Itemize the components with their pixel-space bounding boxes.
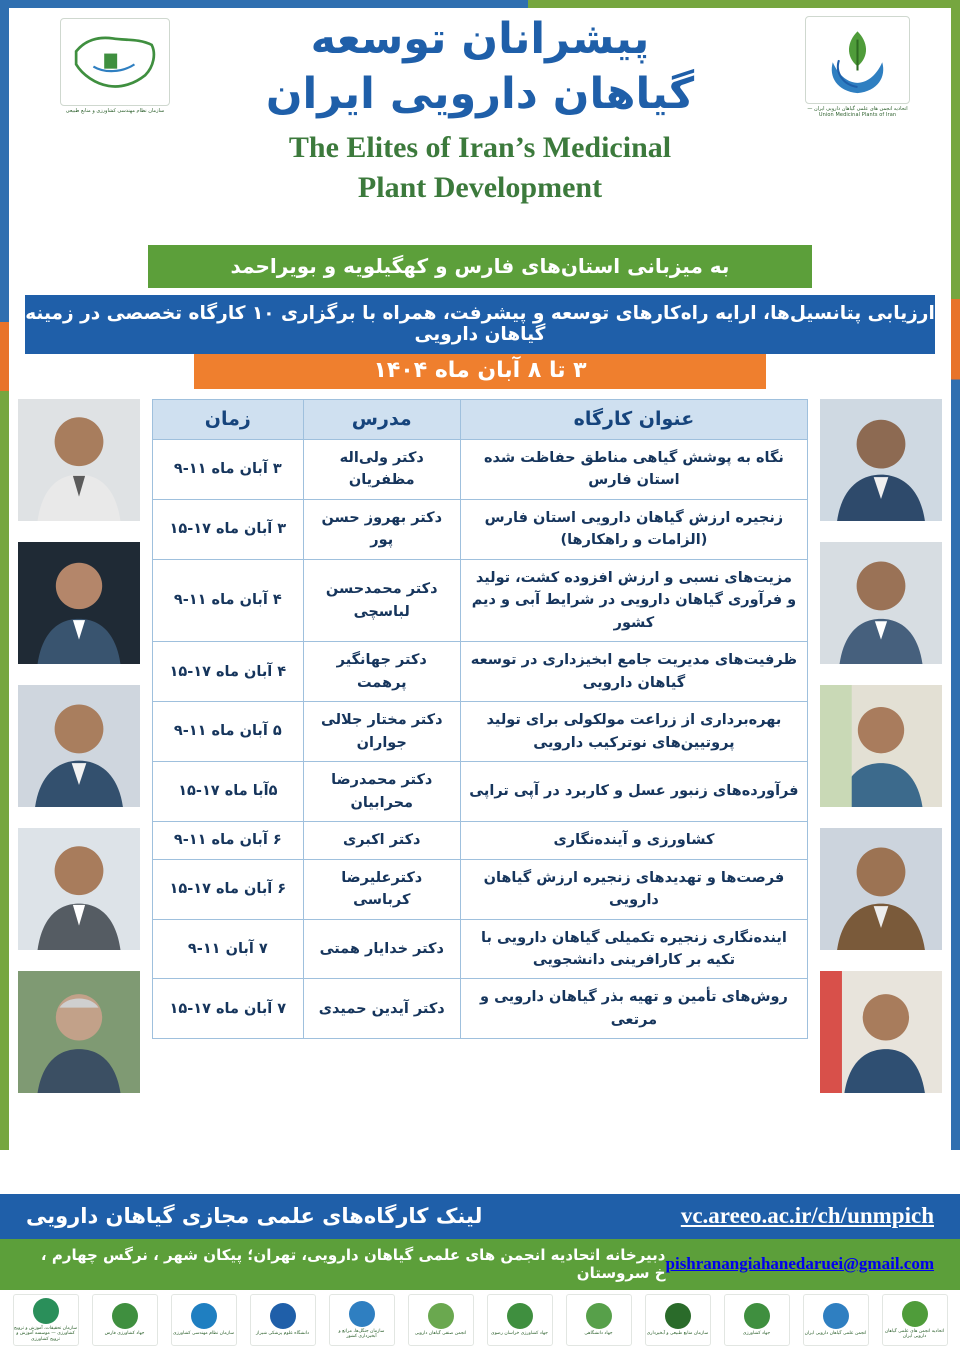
sponsor-logo <box>329 1294 395 1346</box>
page-title-fa-line1: پیشرانان توسعه <box>310 14 650 64</box>
page-title-fa-line2: گیاهان دارویی ایران <box>265 69 695 120</box>
wheat-icon <box>112 1303 138 1329</box>
sponsor-caption: جهاد کشاورزی <box>742 1331 771 1337</box>
workshops-table-container <box>152 399 808 1039</box>
th-title: عنوان کارگاه <box>460 400 807 440</box>
speaker-photos-right <box>820 399 942 1114</box>
table-row <box>153 702 808 762</box>
cell-time: ۷ آبان ماه ۱۷-۱۵ <box>153 979 304 1039</box>
cell-teacher: دکتر محمدرضا محرابیان <box>303 762 460 822</box>
sponsor-logo <box>882 1294 948 1346</box>
cell-time: ۶ آبان ماه ۱۷-۱۵ <box>153 859 304 919</box>
speaker-photo-1 <box>820 399 942 521</box>
sponsor-caption: اتحادیه انجمن های علمی گیاهان دارویی ایران <box>884 1328 945 1339</box>
speaker-photo-10 <box>18 971 140 1093</box>
tree-icon <box>665 1303 691 1329</box>
sponsor-caption: انجمن صنفی گیاهان دارویی <box>414 1331 467 1337</box>
cell-teacher: دکتر محمدحسن لباسچی <box>303 559 460 641</box>
cell-title: بهره‌برداری از زراعت مولکولی برای تولید پروتیین‌های نوترکیب دارویی <box>460 702 807 762</box>
table-row <box>153 559 808 641</box>
speaker-photo-9 <box>18 828 140 950</box>
sponsor-logo <box>92 1294 158 1346</box>
speaker-photo-6 <box>18 399 140 521</box>
table-row <box>153 642 808 702</box>
cell-teacher: دکترعلیرضا کرباسی <box>303 859 460 919</box>
sponsor-caption: سازمان منابع طبیعی و آبخیزداری <box>646 1331 709 1337</box>
cell-teacher: دکتر ولی‌اله مظفریان <box>303 440 460 500</box>
speaker-photo-8 <box>18 685 140 807</box>
sponsor-logo <box>803 1294 869 1346</box>
sponsor-caption: دانشگاه علوم پزشکی شیراز <box>255 1331 310 1337</box>
university-icon <box>270 1303 296 1329</box>
sponsor-logo <box>566 1294 632 1346</box>
cell-time: ۳ آبان ماه ۱۱-۹ <box>153 440 304 500</box>
cell-time: ۳ آبان ماه ۱۷-۱۵ <box>153 499 304 559</box>
cell-title: زنجیره ارزش گیاهان دارویی استان فارس (الزامات و راهکارها) <box>460 499 807 559</box>
sponsor-logo <box>13 1294 79 1346</box>
poster-body <box>0 399 960 1194</box>
speaker-photo-7 <box>18 542 140 664</box>
cell-title: روش‌های تأمین و تهیه بذر گیاهان دارویی و مرتعی <box>460 979 807 1039</box>
cell-title: نگاه به پوشش گیاهی مناطق حفاظت شده استان فارس <box>460 440 807 500</box>
cell-time: ۷ آبان ۱۱-۹ <box>153 919 304 979</box>
leaf-icon <box>428 1303 454 1329</box>
leaf-icon <box>823 1303 849 1329</box>
mountain-icon <box>349 1301 375 1327</box>
sponsor-caption: سازمان جنگل‌ها، مراتع و آبخیزداری کشور <box>338 1328 385 1339</box>
th-time: زمان <box>153 400 304 440</box>
wheat-icon <box>744 1303 770 1329</box>
cell-teacher: دکتر جهانگیر پرهمت <box>303 642 460 702</box>
contact-email[interactable]: pishranangiahanedaruei@gmail.com <box>665 1254 934 1273</box>
union-logo-mark <box>805 16 910 104</box>
cell-teacher: دکتر مختار جلالی جواران <box>303 702 460 762</box>
speaker-photos-left <box>18 399 140 1114</box>
sponsor-caption: سازمان نظام مهندسی کشاورزی <box>172 1331 235 1337</box>
sponsor-caption: سازمان تحقیقات، آموزش و ترویج کشاورزی — موسسه آموزش و ترویج کشاورزی <box>13 1325 78 1342</box>
poster-header <box>0 0 960 235</box>
leaf-icon <box>586 1303 612 1329</box>
table-row <box>153 762 808 822</box>
leaf-hands-icon <box>806 19 909 101</box>
table-header-row <box>153 400 808 440</box>
table-row <box>153 822 808 859</box>
page-title-en-line1: The Elites of Iran’s Medicinal <box>288 131 672 165</box>
cell-title: فرآورده‌های زنبور عسل و کاربرد در آپی تراپی <box>460 762 807 822</box>
cell-time: ۴ آبان ماه ۱۱-۹ <box>153 559 304 641</box>
cell-time: ۵ آبان ماه ۱۱-۹ <box>153 702 304 762</box>
th-teacher: مدرس <box>303 400 460 440</box>
engineering-org-logo-mark <box>60 18 170 106</box>
workshops-table <box>152 399 808 1039</box>
speaker-photo-3 <box>820 685 942 807</box>
iran-map-icon <box>61 19 169 105</box>
cell-title: ظرفیت‌های مدیریت جامع ابخیزداری در توسعه گیاهان دارویی <box>460 642 807 702</box>
engineering-org-logo <box>60 18 170 128</box>
sponsor-logo <box>487 1294 553 1346</box>
speaker-photo-5 <box>820 971 942 1093</box>
cell-title: مزیت‌های نسبی و ارزش افزوده کشت، تولید و فرآوری گیاهان دارویی در شرایط آبی و دیم کشور <box>460 559 807 641</box>
table-row <box>153 440 808 500</box>
sponsor-caption: جهاد کشاورزی خراسان رضوی <box>491 1331 548 1337</box>
date-band: ۳ تا ۸ آبان ماه ۱۴۰۴ <box>194 354 766 389</box>
sponsor-logos <box>0 1290 960 1350</box>
gear-icon <box>191 1303 217 1329</box>
table-row <box>153 979 808 1039</box>
footer-contact-band <box>0 1239 960 1290</box>
leaf-icon <box>902 1301 928 1327</box>
sponsor-logo <box>724 1294 790 1346</box>
cell-title: فرصت‌ها و تهدیدهای زنجیره ارزش گیاهان دارویی <box>460 859 807 919</box>
cell-teacher: دکتر خدایار همتی <box>303 919 460 979</box>
union-logo-caption: اتحادیه انجمن های علمی گیاهان دارویی ایران — Union Medicinal Plants of Iran <box>807 106 908 119</box>
sponsor-caption: جهاد کشاورزی فارس <box>104 1331 145 1337</box>
cell-teacher: دکتر آیدین حمیدی <box>303 979 460 1039</box>
institute-icon <box>33 1298 59 1324</box>
cell-time: ۴ آبان ماه ۱۷-۱۵ <box>153 642 304 702</box>
table-row <box>153 499 808 559</box>
wheat-icon <box>507 1303 533 1329</box>
cell-teacher: دکتر بهروز حسن پور <box>303 499 460 559</box>
subtitle-band: ارزیابی پتانسیل‌ها، ارایه راه‌کارهای توسعه و پیشرفت، همراه با برگزاری ۱۰ کارگاه تخصصی در زمینه گیاهان دارویی <box>25 295 935 354</box>
cell-title: کشاورزی و آینده‌نگاری <box>460 822 807 859</box>
virtual-workshop-link[interactable]: vc.areeo.ac.ir/ch/unmpich <box>680 1203 934 1228</box>
speaker-photo-2 <box>820 542 942 664</box>
host-band: به میزبانی استان‌های فارس و کهگیلویه و بویراحمد <box>148 245 812 288</box>
table-row <box>153 919 808 979</box>
page-title-en-line2: Plant Development <box>357 170 603 204</box>
sponsor-logo <box>250 1294 316 1346</box>
cell-teacher: دکتر اکبری <box>303 822 460 859</box>
cell-time: ۵آبا ماه ۱۷-۱۵ <box>153 762 304 822</box>
engineering-org-logo-caption: سازمان نظام مهندسی کشاورزی و منابع طبیعی <box>65 108 165 114</box>
union-logo <box>805 16 910 128</box>
sponsor-caption: جهاد دانشگاهی <box>584 1331 613 1337</box>
speaker-photo-4 <box>820 828 942 950</box>
footer-link-band <box>0 1194 960 1239</box>
page-title-en <box>0 128 960 207</box>
sponsor-logo <box>408 1294 474 1346</box>
sponsor-logo <box>171 1294 237 1346</box>
table-row <box>153 859 808 919</box>
footer-link-label: لینک کارگاه‌های علمی مجازی گیاهان دارویی <box>26 1204 483 1228</box>
secretariat-address: دبیرخانه اتحادیه انجمن های علمی گیاهان دارویی، تهران؛ پیکان شهر ، نرگس چهارم ، خ سروستان <box>40 1246 666 1282</box>
cell-title: اینده‌نگاری زنجیره تکمیلی گیاهان دارویی با تکیه بر کارافرینی دانشجویی <box>460 919 807 979</box>
sponsor-logo <box>645 1294 711 1346</box>
sponsor-caption: انجمن علمی گیاهان دارویی ایران <box>804 1331 867 1337</box>
cell-time: ۶ آبان ماه ۱۱-۹ <box>153 822 304 859</box>
